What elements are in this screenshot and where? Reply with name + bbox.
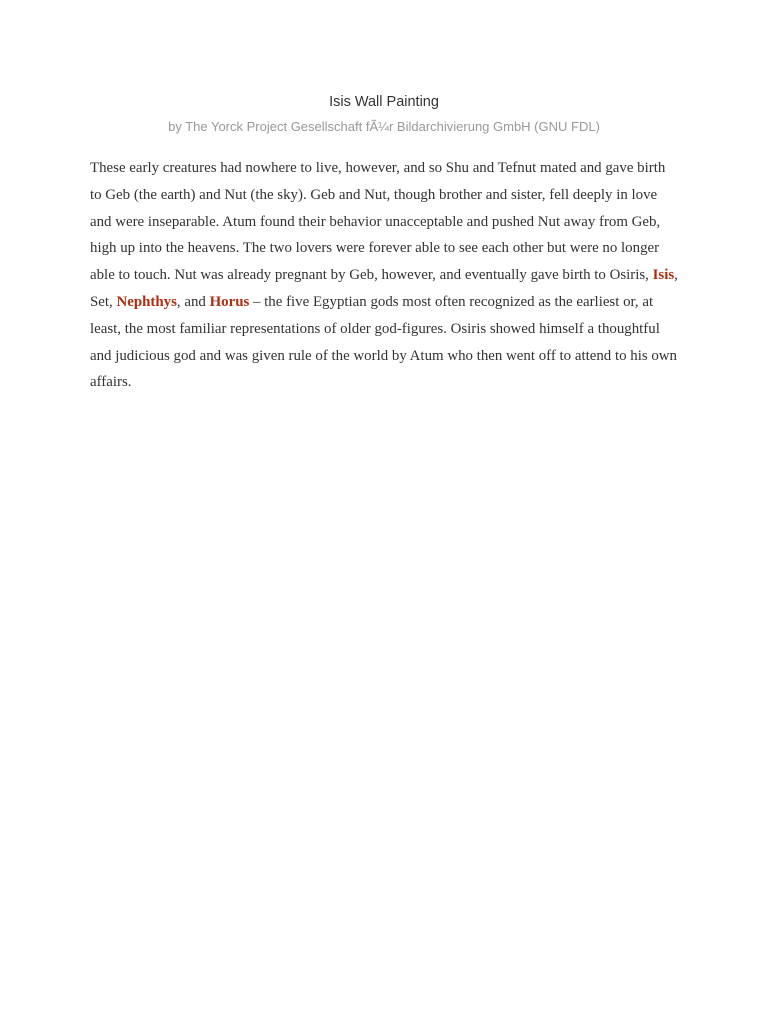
link-nephthys[interactable]: Nephthys (116, 293, 177, 310)
paragraph-text: These early creatures had nowhere to live, however, and so Shu and Tefnut mated and gave birth to Geb (the earth) and Nut (the sky). Geb and Nut, though brother and sister, fell deeply in love and were inseparable. Atum found their behavior unacceptable and pushed Nut away from Geb, high up into the heavens. The two lovers were forever able to see each other but were no longer able to touch. Nut was already pregnant by Geb, however, and eventually gave birth to Osiris, (90, 160, 666, 284)
caption-credit: by The Yorck Project Gesellschaft fÃ¼r Bildarchivierung GmbH (GNU FDL) (168, 119, 600, 134)
link-isis[interactable]: Isis (652, 267, 675, 284)
paragraph-text: – the five Egyptian gods most often recognized as the earliest or, at least, the most familiar representations of older god-figures. Osiris showed himself a thoughtful and judicious god and was given rule of the world by Atum who then went off to attend to his own affairs. (90, 293, 677, 391)
link-horus[interactable]: Horus (209, 293, 250, 310)
paragraph-text: , and (176, 293, 210, 310)
paragraph-text: , Set, (90, 267, 678, 310)
caption-title: Isis Wall Painting (329, 94, 439, 110)
article-paragraph (90, 155, 680, 396)
image-caption (0, 92, 768, 136)
